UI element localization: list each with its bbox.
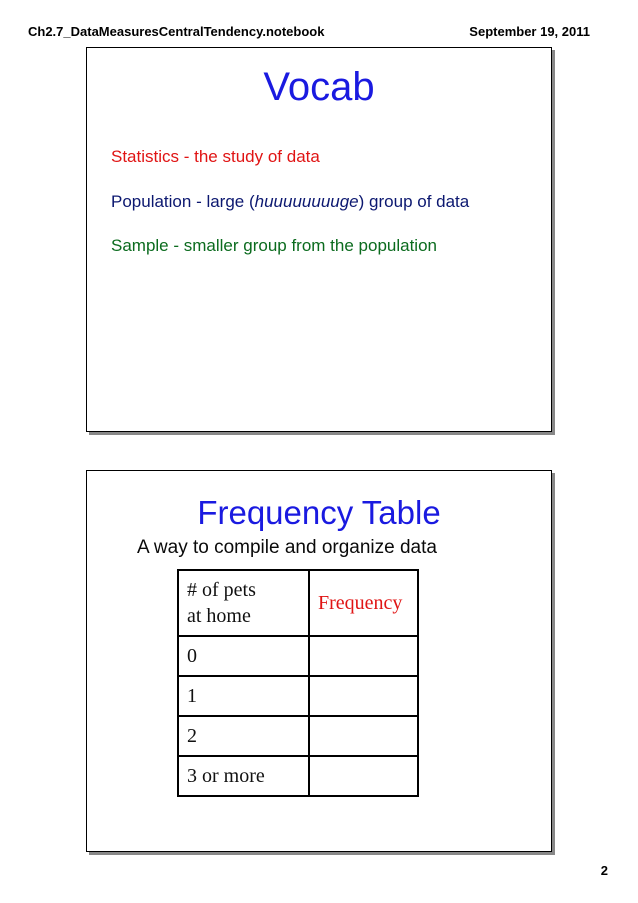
slide-subtitle: A way to compile and organize data <box>137 537 437 558</box>
pets-count-cell: 3 or more <box>178 756 309 796</box>
notebook-date: September 19, 2011 <box>469 24 590 39</box>
header-frequency <box>309 570 418 636</box>
table-row <box>178 676 418 716</box>
header-pets-at-home <box>178 570 309 636</box>
table-row <box>178 716 418 756</box>
header-pets-line1: # of pets <box>187 579 256 601</box>
frequency-cell <box>309 756 418 796</box>
frequency-cell <box>309 676 418 716</box>
slide-vocab <box>86 47 552 432</box>
definition-sample: Sample - smaller group from the population <box>111 236 437 255</box>
slide-frequency-table <box>86 470 552 852</box>
pets-count-cell: 2 <box>178 716 309 756</box>
notebook-filename: Ch2.7_DataMeasuresCentralTendency.notebook <box>28 24 325 39</box>
pets-count-cell: 1 <box>178 676 309 716</box>
frequency-cell <box>309 636 418 676</box>
header-frequency-label: Frequency <box>318 591 403 614</box>
slide-title-vocab: Vocab <box>263 65 375 109</box>
table-row <box>178 636 418 676</box>
slide-title-frequency-table: Frequency Table <box>197 494 441 531</box>
header-pets-line2: at home <box>187 605 251 627</box>
frequency-cell <box>309 716 418 756</box>
page-number: 2 <box>600 863 608 878</box>
definition-population <box>111 192 469 212</box>
pets-count-cell: 0 <box>178 636 309 676</box>
population-emphasis: huuuuuuuuge <box>254 192 359 211</box>
frequency-table <box>177 569 419 797</box>
definition-statistics: Statistics - the study of data <box>111 147 320 166</box>
table-row <box>178 756 418 796</box>
population-text-end: ) group of data <box>358 192 470 211</box>
table-header-row <box>178 570 418 636</box>
population-text-start: Population - large ( <box>111 192 255 211</box>
